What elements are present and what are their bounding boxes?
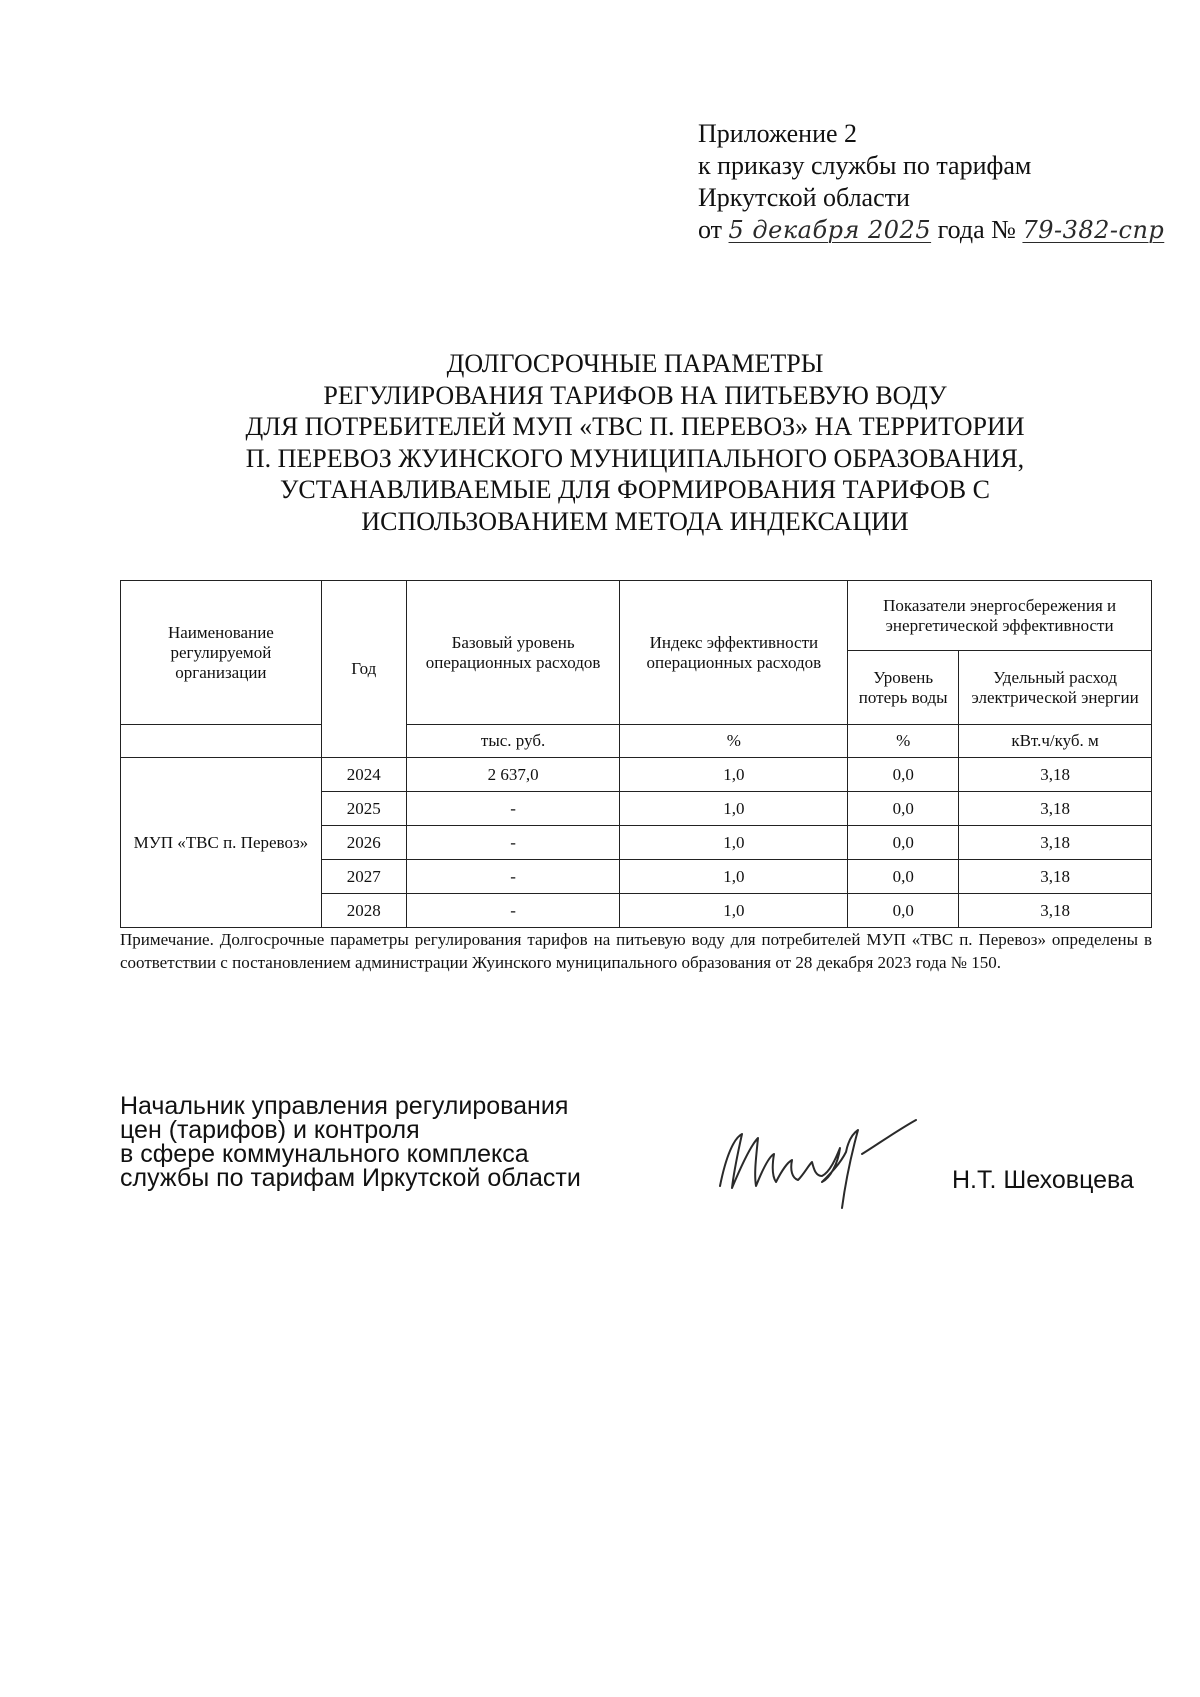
- signer-name: Н.Т. Шеховцева: [952, 1166, 1134, 1194]
- cell-base-level: 2 637,0: [406, 758, 620, 792]
- cell-year: 2024: [321, 758, 406, 792]
- signer-position-line: службы по тарифам Иркутской области: [120, 1164, 581, 1192]
- signer-position-line: цен (тарифов) и контроля: [120, 1116, 420, 1144]
- cell-water-loss: 0,0: [848, 792, 959, 826]
- appendix-order-ref: к приказу службы по тарифам: [698, 151, 1032, 180]
- cell-year: 2025: [321, 792, 406, 826]
- handwritten-signature: [712, 1108, 952, 1218]
- cell-base-level: -: [406, 860, 620, 894]
- cell-water-loss: 0,0: [848, 860, 959, 894]
- unit-water-loss: %: [848, 725, 959, 758]
- cell-electricity: 3,18: [959, 758, 1152, 792]
- header-base-level: Базовый уровень операционных расходов: [406, 581, 620, 725]
- cell-water-loss: 0,0: [848, 894, 959, 928]
- header-efficiency-index: Индекс эффективности операционных расходов: [620, 581, 848, 725]
- unit-efficiency-index: %: [620, 725, 848, 758]
- cell-base-level: -: [406, 792, 620, 826]
- appendix-date-line: [698, 214, 1164, 246]
- header-energy-group: Показатели энергосбережения и энергетической эффективности: [848, 581, 1152, 651]
- cell-efficiency-index: 1,0: [620, 860, 848, 894]
- cell-electricity: 3,18: [959, 792, 1152, 826]
- cell-water-loss: 0,0: [848, 826, 959, 860]
- unit-electricity: кВт.ч/куб. м: [959, 725, 1152, 758]
- unit-org-empty: [121, 725, 322, 758]
- appendix-region: Иркутской области: [698, 183, 910, 212]
- cell-base-level: -: [406, 826, 620, 860]
- cell-efficiency-index: 1,0: [620, 758, 848, 792]
- handwritten-order-number: 79-382-спр: [1022, 216, 1165, 244]
- year-number-label: года №: [937, 215, 1016, 244]
- cell-year: 2028: [321, 894, 406, 928]
- table-note: Примечание. Долгосрочные параметры регулирования тарифов на питьевую воду для потребителей МУП «ТВС п. Перевоз» определены в соответствии с постановлением администрации Жуинского муниципального образования от 28 декабря 2023 года № 150.: [120, 930, 1152, 972]
- parameters-table: [120, 580, 1152, 928]
- cell-electricity: 3,18: [959, 860, 1152, 894]
- cell-electricity: 3,18: [959, 894, 1152, 928]
- title-line: ДОЛГОСРОЧНЫЕ ПАРАМЕТРЫ: [446, 349, 824, 378]
- cell-year: 2027: [321, 860, 406, 894]
- title-line: ИСПОЛЬЗОВАНИЕМ МЕТОДА ИНДЕКСАЦИИ: [361, 506, 909, 536]
- appendix-block: [698, 118, 1164, 246]
- title-line: ДЛЯ ПОТРЕБИТЕЛЕЙ МУП «ТВС П. ПЕРЕВОЗ» НА ТЕРРИТОРИИ: [245, 412, 1025, 441]
- header-water-loss: Уровень потерь воды: [848, 651, 959, 725]
- title-line: УСТАНАВЛИВАЕМЫЕ ДЛЯ ФОРМИРОВАНИЯ ТАРИФОВ С: [279, 475, 990, 504]
- organization-cell: МУП «ТВС п. Перевоз»: [121, 758, 322, 928]
- header-electricity: Удельный расход электрической энергии: [959, 651, 1152, 725]
- appendix-title: Приложение 2: [698, 119, 858, 148]
- document-title: [120, 348, 1150, 537]
- title-line: РЕГУЛИРОВАНИЯ ТАРИФОВ НА ПИТЬЕВУЮ ВОДУ: [323, 380, 947, 410]
- cell-efficiency-index: 1,0: [620, 826, 848, 860]
- header-org: Наименование регулируемой организации: [121, 581, 322, 725]
- header-year: Год: [321, 581, 406, 758]
- unit-base-level: тыс. руб.: [406, 725, 620, 758]
- cell-electricity: 3,18: [959, 826, 1152, 860]
- cell-efficiency-index: 1,0: [620, 792, 848, 826]
- signer-position-line: в сфере коммунального комплекса: [120, 1140, 529, 1168]
- cell-efficiency-index: 1,0: [620, 894, 848, 928]
- cell-water-loss: 0,0: [848, 758, 959, 792]
- signer-position-line: Начальник управления регулирования: [120, 1092, 569, 1120]
- cell-base-level: -: [406, 894, 620, 928]
- signer-position: [120, 1094, 581, 1190]
- table-row: [121, 758, 1152, 792]
- title-line: П. ПЕРЕВОЗ ЖУИНСКОГО МУНИЦИПАЛЬНОГО ОБРАЗОВАНИЯ,: [245, 443, 1025, 473]
- handwritten-date: 5 декабря 2025: [728, 216, 932, 244]
- from-label: от: [698, 215, 723, 244]
- cell-year: 2026: [321, 826, 406, 860]
